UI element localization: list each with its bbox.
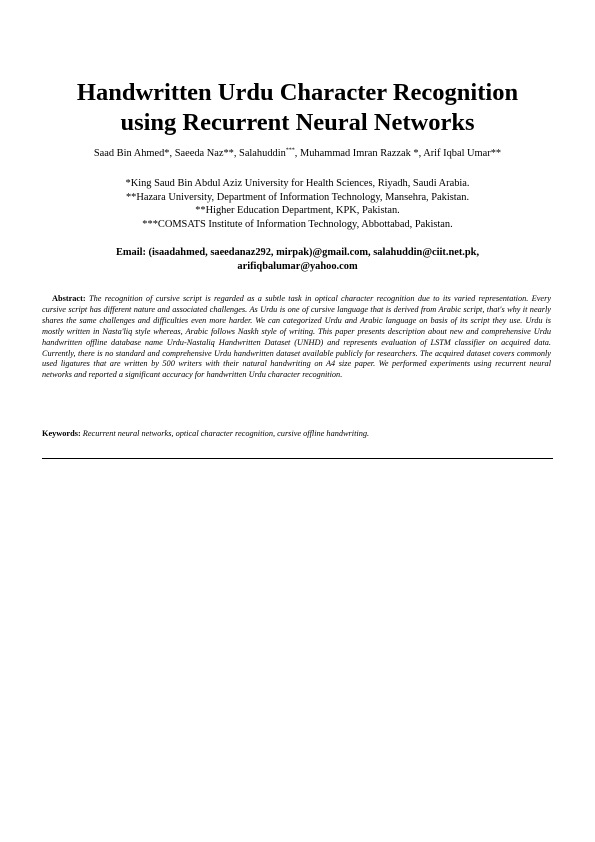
title-line-1: Handwritten Urdu Character Recognition <box>76 79 519 106</box>
section-divider <box>42 458 553 459</box>
email-block <box>30 246 565 274</box>
affiliation-3: **Higher Education Department, KPK, Pakistan. <box>195 205 400 216</box>
abstract <box>42 294 551 381</box>
affiliations <box>30 177 565 231</box>
keywords <box>42 428 551 439</box>
keywords-label: Keywords: <box>42 429 81 438</box>
affiliation-4: ***COMSATS Institute of Information Technology, Abbottabad, Pakistan. <box>142 218 453 230</box>
authors-superscript: *** <box>285 147 295 154</box>
author-list <box>30 147 565 161</box>
title-line-2: using Recurrent Neural Networks <box>120 109 475 136</box>
keywords-text: Recurrent neural networks, optical character recognition, cursive offline handwriting. <box>82 429 370 438</box>
authors-part-2: , Muhammad Imran Razzak *, Arif Iqbal Umar** <box>294 148 502 159</box>
email-line-1: Email: (isaadahmed, saeedanaz292, mirpak)@gmail.com, salahuddin@ciit.net.pk, <box>115 247 480 258</box>
paper-title <box>30 78 565 138</box>
authors-part-1: Saad Bin Ahmed*, Saeeda Naz**, Salahuddin <box>93 148 286 159</box>
affiliation-1: *King Saud Bin Abdul Aziz University for Health Sciences, Riyadh, Saudi Arabia. <box>125 178 470 189</box>
email-line-2: arifiqbalumar@yahoo.com <box>237 261 358 272</box>
abstract-label: Abstract: <box>52 294 86 303</box>
affiliation-2: **Hazara University, Department of Information Technology, Mansehra, Pakistan. <box>125 191 470 203</box>
abstract-text: The recognition of cursive script is regarded as a subtle task in optical character recognition due to its varied representation. Every cursive script has different nature and associated challenges. As Urdu is one of cursive language that is derived from Arabic script, that's why it nearly shares the same challenges and difficulties even more harder. We can categorized Urdu and Arabic language on basis of its script they use. Urdu is mostly written in Nasta'liq style whereas, Arabic follows Naskh style of writing. This paper presents description about new and comprehensive Urdu handwritten offline database name Urdu-Nastaliq Handwritten Dataset (UNHD) and represents evaluation of LSTM classifier on acquired data. Currently, there is no standard and comprehensive Urdu handwritten dataset available publicly for researchers. The acquired dataset covers commonly used ligatures that are written by 500 writers with their natural handwriting on A4 size paper. We performed experiments using recurrent neural networks and reported a significant accuracy for handwritten Urdu character recognition. <box>42 294 552 380</box>
